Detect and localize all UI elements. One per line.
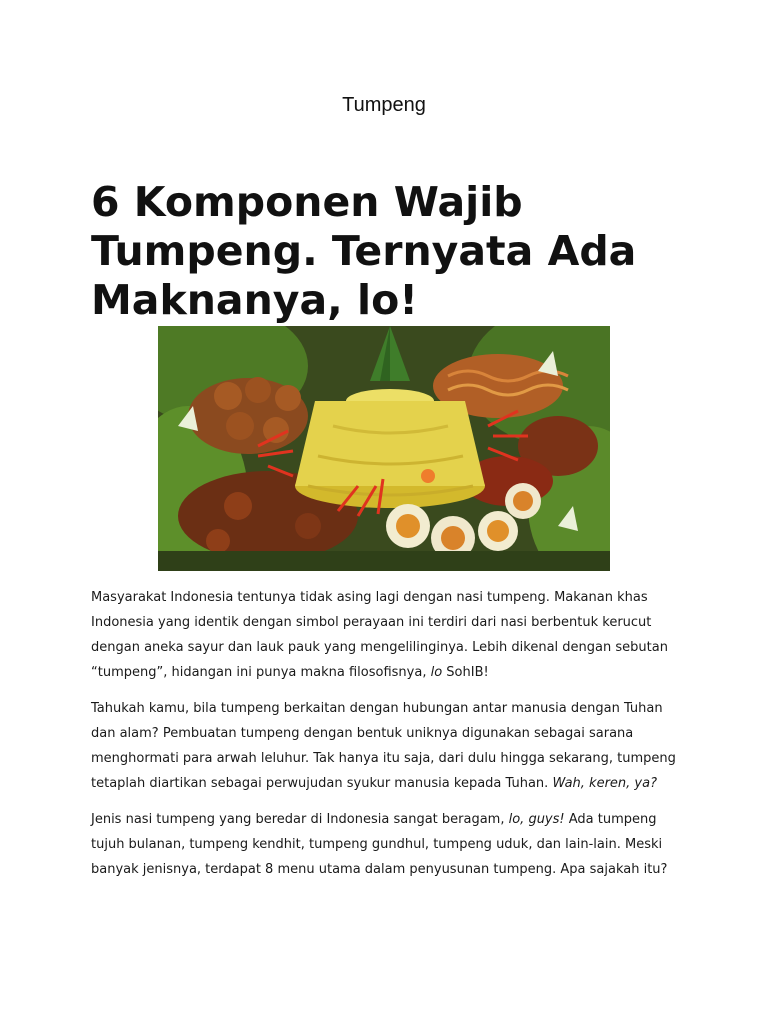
paragraph-1-text: Masyarakat Indonesia tentunya tidak asing lagi dengan nasi tumpeng. Makanan khas Indonesia yang identik dengan simbol perayaan ini terdiri dari nasi berbentuk kerucut dengan aneka sayur dan lauk pauk yang mengelilinginya. Lebih dikenal dengan sebutan “tumpeng”, hidangan ini punya makna filosofisnya, xyxy=(91,590,668,680)
paragraph-3-text: Jenis nasi tumpeng yang beredar di Indonesia sangat beragam, xyxy=(91,812,509,827)
paragraph-1-text-end: SohIB! xyxy=(442,665,489,680)
header-title: Tumpeng xyxy=(342,94,426,116)
paragraph-3 xyxy=(91,807,691,882)
paragraph-1-emphasis: lo xyxy=(430,665,443,680)
paragraph-1 xyxy=(91,585,691,685)
paragraph-2-emphasis: Wah, keren, ya? xyxy=(552,776,657,791)
tumpeng-photo xyxy=(158,326,610,571)
article-headline: 6 Komponen Wajib Tumpeng. Ternyata Ada Maknanya, lo! xyxy=(91,178,637,324)
paragraph-3-emphasis: lo, guys! xyxy=(508,812,565,827)
paragraph-2-text: Tahukah kamu, bila tumpeng berkaitan dengan hubungan antar manusia dengan Tuhan dan alam? Pembuatan tumpeng dengan bentuk uniknya digunakan sebagai sarana menghormati para arwah leluhur. Tak hanya itu saja, dari dulu hingga sekarang, tumpeng tetaplah diartikan sebagai perwujudan syukur manusia kepada Tuhan. xyxy=(91,701,676,791)
paragraph-2 xyxy=(91,696,691,796)
paragraph-3-text-end: Ada tumpeng tujuh bulanan, tumpeng kendhit, tumpeng gundhul, tumpeng uduk, dan lain-lain. Meski banyak jenisnya, terdapat 8 menu utama dalam penyusunan tumpeng. Apa sajakah itu? xyxy=(91,812,668,877)
